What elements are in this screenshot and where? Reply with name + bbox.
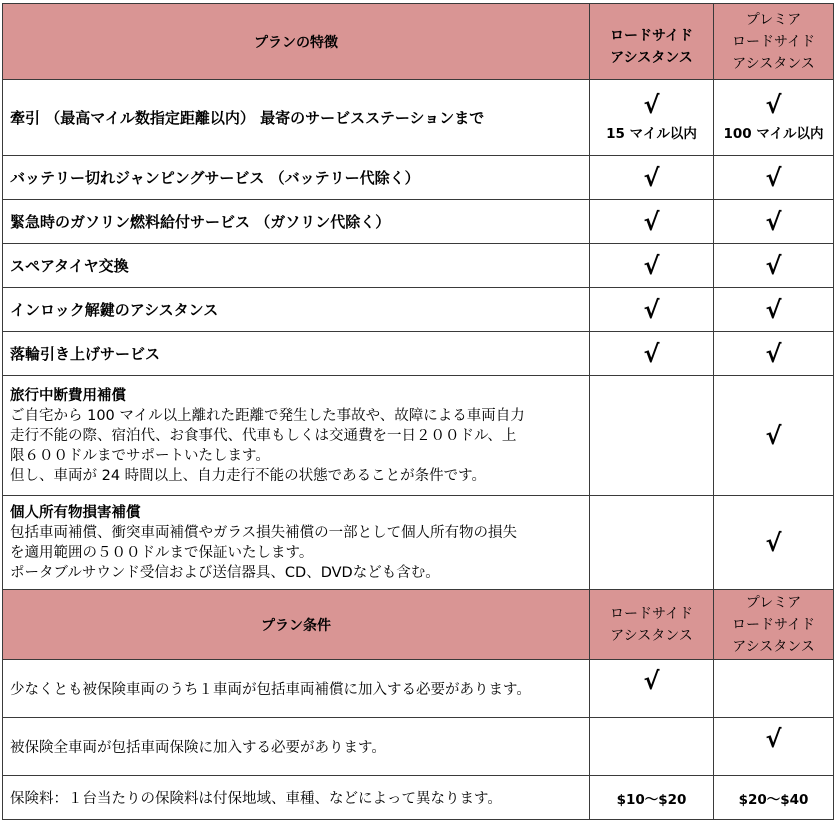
check-mark: √ [643, 667, 660, 695]
check-mark: √ [765, 295, 782, 324]
condition-label: 被保険全車両が包括車両保険に加入する必要があります。 [3, 718, 590, 776]
condition-row [3, 660, 834, 718]
premier-price: $20〜$40 [714, 776, 834, 820]
feature-row-spare-tire [3, 244, 834, 288]
feature-row-lockout [3, 288, 834, 332]
roadside-cell [590, 80, 714, 156]
feature-label: 牽引 （最高マイル数指定距離以内） 最寄のサービスステーションまで [3, 80, 590, 156]
trip-interruption-description: 旅行中断費用補償 ご自宅から 100 マイル以上離れた距離で発生した事故や、故障による車両自力 走行不能の際、宿泊代、お食事代、代車もしくは交通費を一日２００ドル、上 限６００ドルまでサポートいたします。 但し、車両が 24 時間以上、自力走行不能の状態であることが条件です。 [3, 376, 590, 496]
features-header-label: プランの特徴 [3, 4, 590, 80]
check-mark: √ [643, 163, 660, 192]
feature-label: インロック解鍵のアシスタンス [3, 288, 590, 332]
feature-row-winching [3, 332, 834, 376]
coverage-note: 100 マイル以内 [723, 125, 824, 142]
feature-label: 落輪引き上げサービス [3, 332, 590, 376]
conditions-header-premier: プレミア ロードサイド アシスタンス [714, 590, 834, 660]
premium-row [3, 776, 834, 820]
check-mark: √ [765, 207, 782, 236]
premier-cell [714, 80, 834, 156]
features-header-premier: プレミア ロードサイド アシスタンス [714, 4, 834, 80]
roadside-price: $10〜$20 [590, 776, 714, 820]
coverage-note: 15 マイル以内 [606, 125, 697, 142]
conditions-header-roadside: ロードサイド アシスタンス [590, 590, 714, 660]
description-title: 旅行中断費用補償 [10, 387, 126, 404]
conditions-header-row [3, 590, 834, 660]
feature-label: バッテリー切れジャンピングサービス （バッテリー代除く） [3, 156, 590, 200]
features-header-row [3, 4, 834, 80]
check-mark: √ [765, 725, 782, 753]
feature-label: 緊急時のガソリン燃料給付サービス （ガソリン代除く） [3, 200, 590, 244]
condition-row [3, 718, 834, 776]
feature-row-trip-interruption [3, 376, 834, 496]
check-mark: √ [765, 421, 782, 450]
check-mark: √ [765, 90, 782, 119]
feature-row-battery [3, 156, 834, 200]
check-mark: √ [643, 251, 660, 280]
feature-row-fuel [3, 200, 834, 244]
check-mark: √ [643, 90, 660, 119]
plan-comparison-table [2, 3, 834, 820]
description-title: 個人所有物損害補償 [10, 504, 141, 521]
feature-label: スペアタイヤ交換 [3, 244, 590, 288]
personal-property-description: 個人所有物損害補償 包括車両補償、衝突車両補償やガラス損失補償の一部として個人所有物の損失 を適用範囲の５００ドルまで保証いたします。 ポータブルサウンド受信および送信器具、CD、DVDなども含む。 [3, 496, 590, 590]
feature-row-personal-property [3, 496, 834, 590]
check-mark: √ [765, 163, 782, 192]
feature-row-towing [3, 80, 834, 156]
check-mark: √ [643, 295, 660, 324]
premium-label: 保険料：１台当たりの保険料は付保地域、車種、などによって異なります。 [3, 776, 590, 820]
check-mark: √ [765, 339, 782, 368]
check-mark: √ [765, 528, 782, 557]
condition-label: 少なくとも被保険車両のうち１車両が包括車両補償に加入する必要があります。 [3, 660, 590, 718]
features-header-roadside: ロードサイド アシスタンス [590, 4, 714, 80]
check-mark: √ [765, 251, 782, 280]
check-mark: √ [643, 207, 660, 236]
check-mark: √ [643, 339, 660, 368]
conditions-header-label: プラン条件 [3, 590, 590, 660]
